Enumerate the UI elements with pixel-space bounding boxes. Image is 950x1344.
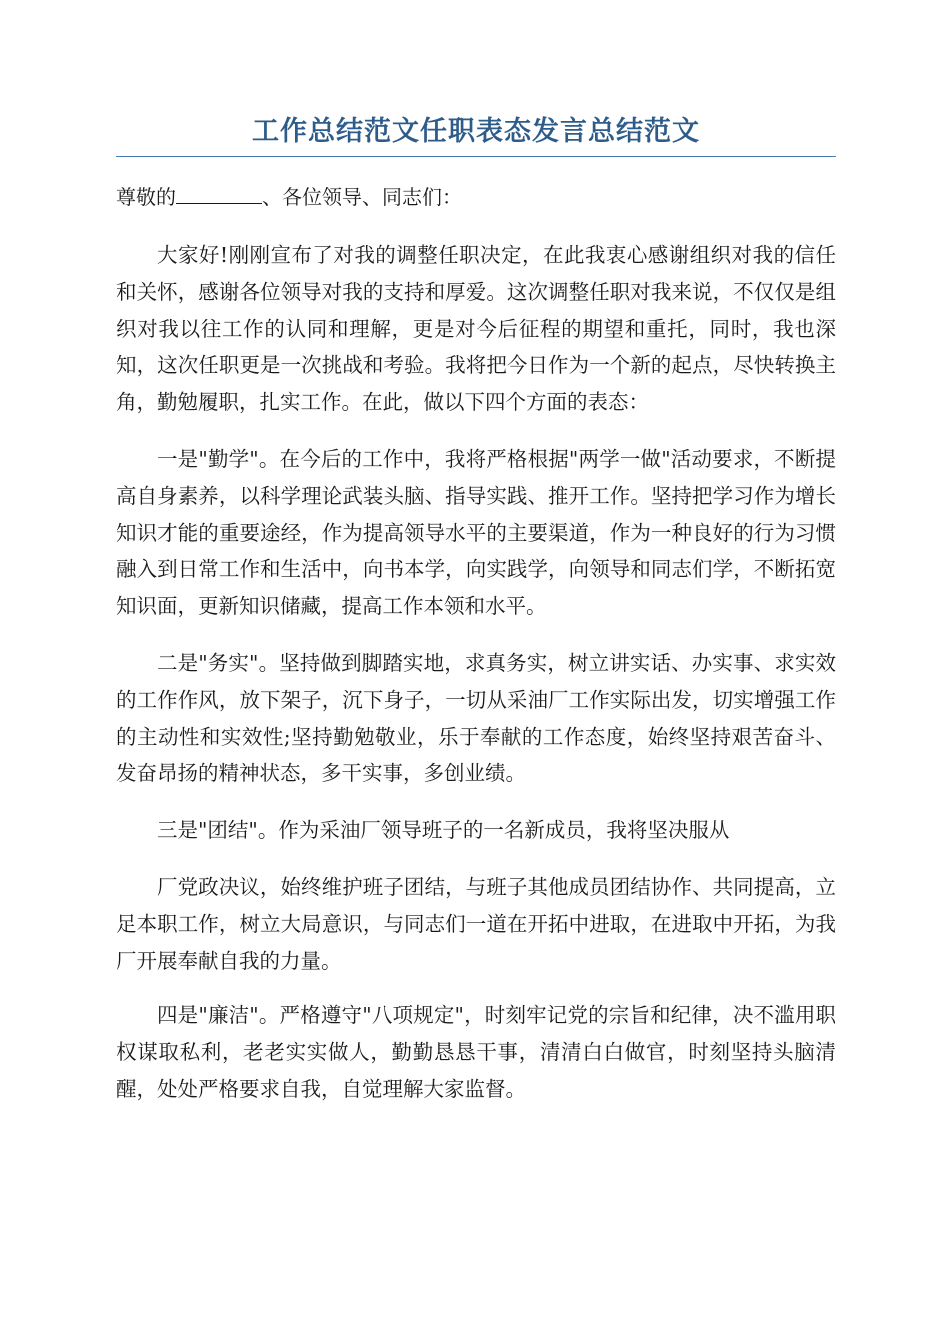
document-title: 工作总结范文任职表态发言总结范文 <box>116 112 836 157</box>
document-page <box>116 112 836 1108</box>
paragraph-diligent-study: 一是"勤学"。在今后的工作中，我将严格根据"两学一做"活动要求，不断提高自身素养，以科学理论武装头脑、指导实践、推开工作。坚持把学习作为增长知识才能的重要途经，作为提高领导水平的主要渠道，作为一种良好的行为习惯融入到日常工作和生活中，向书本学，向实践学，向领导和同志们学，不断拓宽知识面，更新知识储藏，提高工作本领和水平。 <box>116 446 836 619</box>
greeting-line <box>116 183 836 211</box>
paragraph-intro: 大家好!刚刚宣布了对我的调整任职决定，在此我衷心感谢组织对我的信任和关怀，感谢各位领导对我的支持和厚爱。这次调整任职对我来说，不仅仅是组织对我以往工作的认同和理解，更是对今后征程的期望和重托，同时，我也深知，这次任职更是一次挑战和考验。我将把今日作为一个新的起点，尽快转换主角，勤勉履职，扎实工作。在此，做以下四个方面的表态： <box>116 243 836 415</box>
paragraph-unity: 三是"团结"。作为采油厂领导班子的一名新成员，我将坚决服从 <box>157 818 730 843</box>
paragraph-pragmatic: 二是"务实"。坚持做到脚踏实地，求真务实，树立讲实话、办实事、求实效的工作作风，放下架子，沉下身子，一切从采油厂工作实际出发，切实增强工作的主动性和实效性;坚持勤勉敬业，乐于奉献的工作态度，始终坚持艰苦奋斗、发奋昂扬的精神状态，多干实事，多创业绩。 <box>116 650 836 786</box>
greeting-prefix: 尊敬的 <box>116 185 176 209</box>
greeting-blank-line <box>176 187 262 204</box>
paragraph-unity-continued: 厂党政决议，始终维护班子团结，与班子其他成员团结协作、共同提高，立足本职工作，树立大局意识，与同志们一道在开拓中进取，在进取中开拓，为我厂开展奉献自我的力量。 <box>116 874 836 973</box>
paragraph-integrity: 四是"廉洁"。严格遵守"八项规定"，时刻牢记党的宗旨和纪律，决不滥用职权谋取私利，老老实实做人，勤勤恳恳干事，清清白白做官，时刻坚持头脑清醒，处处严格要求自我，自觉理解大家监督。 <box>116 1003 836 1101</box>
greeting-suffix: 、各位领导、同志们： <box>262 185 462 209</box>
